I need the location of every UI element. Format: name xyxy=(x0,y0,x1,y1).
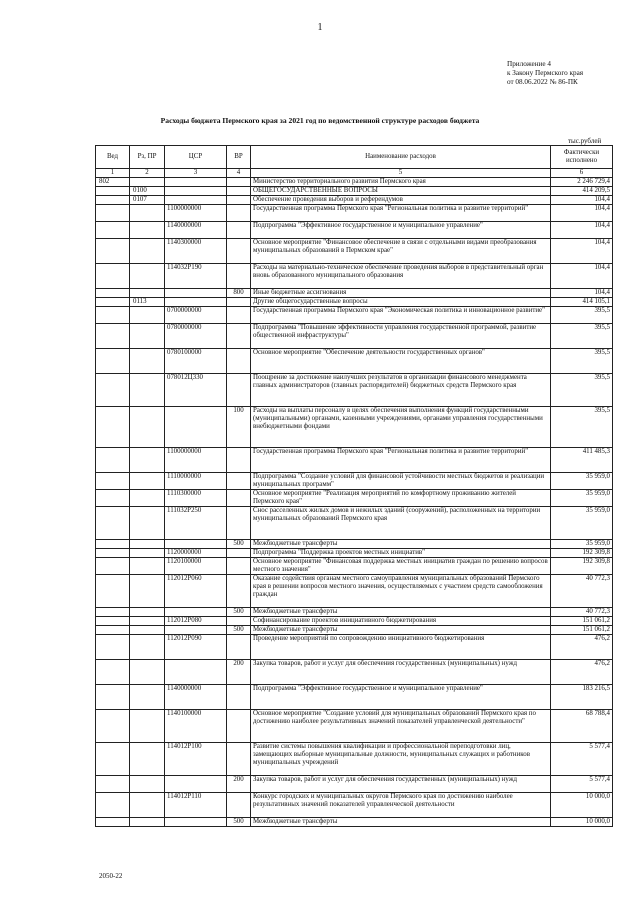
table-row xyxy=(96,324,613,349)
table-row xyxy=(96,374,613,407)
row-rz-pr xyxy=(130,178,165,187)
row-csr: 1140100000 xyxy=(165,710,227,743)
row-rz-pr xyxy=(130,575,165,608)
row-rz-pr xyxy=(130,264,165,289)
row-amount: 5 577,4 xyxy=(551,776,613,793)
row-ved xyxy=(96,349,130,374)
row-name: Проведение мероприятий по сопровождению инициативного бюджетирования xyxy=(251,635,551,660)
row-ved xyxy=(96,743,130,776)
row-amount: 414 105,1 xyxy=(551,298,613,307)
row-vr xyxy=(227,307,251,324)
row-csr xyxy=(165,776,227,793)
row-amount: 104,4 xyxy=(551,222,613,239)
row-amount: 192 309,8 xyxy=(551,549,613,558)
appendix-line-3: от 08.06.2022 № 86-ПК xyxy=(507,78,578,86)
row-name: Межбюджетные трансферты xyxy=(251,626,551,635)
row-vr: 200 xyxy=(227,776,251,793)
table-row xyxy=(96,298,613,307)
row-ved xyxy=(96,558,130,575)
row-name: Расходы на материально-техническое обеспечение проведения выборов в представительный орган вновь образованного муниципального образования xyxy=(251,264,551,289)
row-csr xyxy=(165,818,227,827)
row-ved xyxy=(96,298,130,307)
row-rz-pr xyxy=(130,289,165,298)
header-vr: ВР xyxy=(227,146,251,169)
row-ved xyxy=(96,710,130,743)
row-ved xyxy=(96,374,130,407)
row-csr: 112012Р090 xyxy=(165,635,227,660)
row-vr xyxy=(227,239,251,264)
row-rz-pr xyxy=(130,818,165,827)
table-header-row xyxy=(96,146,613,169)
row-csr xyxy=(165,187,227,196)
table-row xyxy=(96,793,613,818)
row-csr xyxy=(165,540,227,549)
header-csr: ЦСР xyxy=(165,146,227,169)
row-csr xyxy=(165,626,227,635)
table-row xyxy=(96,743,613,776)
row-name: Софинансирование проектов инициативного бюджетирования xyxy=(251,617,551,626)
row-name: Развитие системы повышения квалификации и профессиональной переподготовки лиц, замещающих выборные муниципальные должности, муниципальных служащих и работников муниципальных учреждений xyxy=(251,743,551,776)
row-csr: 1120000000 xyxy=(165,549,227,558)
header-rz-pr: Рз, ПР xyxy=(130,146,165,169)
row-rz-pr xyxy=(130,374,165,407)
row-csr: 0780000000 xyxy=(165,324,227,349)
row-vr xyxy=(227,349,251,374)
row-ved xyxy=(96,264,130,289)
row-name: Другие общегосударственные вопросы xyxy=(251,298,551,307)
row-name: Подпрограмма "Эффективное государственное и муниципальное управление" xyxy=(251,685,551,710)
header-name: Наименование расходов xyxy=(251,146,551,169)
row-vr xyxy=(227,558,251,575)
table-row xyxy=(96,617,613,626)
row-name: ОБЩЕГОСУДАРСТВЕННЫЕ ВОПРОСЫ xyxy=(251,187,551,196)
row-csr xyxy=(165,298,227,307)
row-amount: 35 959,0 xyxy=(551,490,613,507)
row-csr: 078012Ц330 xyxy=(165,374,227,407)
table-row xyxy=(96,196,613,205)
table-row xyxy=(96,626,613,635)
table-row xyxy=(96,818,613,827)
row-ved xyxy=(96,793,130,818)
row-rz-pr: 0107 xyxy=(130,196,165,205)
row-vr xyxy=(227,298,251,307)
row-ved xyxy=(96,540,130,549)
table-row xyxy=(96,222,613,239)
row-amount: 104,4 xyxy=(551,196,613,205)
row-vr xyxy=(227,710,251,743)
row-name: Конкурс городских и муниципальных округов Пермского края по достижению наиболее результативных значений показателей управленческой деятельности xyxy=(251,793,551,818)
row-rz-pr xyxy=(130,549,165,558)
row-name: Иные бюджетные ассигнования xyxy=(251,289,551,298)
row-amount: 35 959,0 xyxy=(551,473,613,490)
footer-code: 2050-22 xyxy=(99,872,123,880)
row-amount: 395,5 xyxy=(551,407,613,448)
row-vr xyxy=(227,793,251,818)
row-vr xyxy=(227,575,251,608)
table-body xyxy=(96,178,613,827)
row-rz-pr xyxy=(130,558,165,575)
row-rz-pr xyxy=(130,608,165,617)
row-vr xyxy=(227,490,251,507)
table-row xyxy=(96,558,613,575)
row-vr: 500 xyxy=(227,818,251,827)
row-ved xyxy=(96,685,130,710)
row-amount: 183 216,5 xyxy=(551,685,613,710)
row-ved xyxy=(96,626,130,635)
row-ved xyxy=(96,776,130,793)
row-amount: 151 061,2 xyxy=(551,617,613,626)
row-rz-pr xyxy=(130,626,165,635)
row-rz-pr xyxy=(130,793,165,818)
row-rz-pr xyxy=(130,205,165,222)
row-ved xyxy=(96,617,130,626)
row-csr: 112012Р060 xyxy=(165,575,227,608)
table-row xyxy=(96,685,613,710)
row-name: Межбюджетные трансферты xyxy=(251,608,551,617)
row-amount: 395,5 xyxy=(551,324,613,349)
table-row xyxy=(96,448,613,473)
row-amount: 395,5 xyxy=(551,307,613,324)
row-csr xyxy=(165,608,227,617)
row-vr xyxy=(227,507,251,540)
row-amount: 395,5 xyxy=(551,349,613,374)
row-name: Закупка товаров, работ и услуг для обеспечения государственных (муниципальных) нужд xyxy=(251,660,551,685)
table-row xyxy=(96,307,613,324)
row-ved xyxy=(96,307,130,324)
row-vr xyxy=(227,549,251,558)
row-amount: 40 772,3 xyxy=(551,575,613,608)
row-vr xyxy=(227,324,251,349)
column-number: 1 xyxy=(96,169,130,178)
table-row xyxy=(96,660,613,685)
row-rz-pr xyxy=(130,617,165,626)
appendix-line-1: Приложение 4 xyxy=(507,60,551,68)
row-csr: 1100000000 xyxy=(165,448,227,473)
row-name: Межбюджетные трансферты xyxy=(251,818,551,827)
row-rz-pr xyxy=(130,490,165,507)
row-vr: 200 xyxy=(227,660,251,685)
page-number: 1 xyxy=(317,22,323,33)
row-vr xyxy=(227,178,251,187)
row-ved xyxy=(96,507,130,540)
row-name: Поощрение за достижение наилучших результатов в организации финансового менеджмента главных администраторов (главных распорядителей) бюджетных средств Пермского края xyxy=(251,374,551,407)
row-csr: 0780100000 xyxy=(165,349,227,374)
row-csr: 1110300000 xyxy=(165,490,227,507)
row-csr xyxy=(165,289,227,298)
table-row xyxy=(96,507,613,540)
table-row xyxy=(96,575,613,608)
row-vr xyxy=(227,222,251,239)
table-row xyxy=(96,710,613,743)
row-csr: 112012Р080 xyxy=(165,617,227,626)
row-ved xyxy=(96,473,130,490)
row-rz-pr xyxy=(130,635,165,660)
row-csr: 1100000000 xyxy=(165,205,227,222)
header-amount: Фактически исполнено xyxy=(551,146,613,169)
table-row xyxy=(96,473,613,490)
row-vr xyxy=(227,635,251,660)
row-ved xyxy=(96,196,130,205)
row-csr xyxy=(165,407,227,448)
row-vr xyxy=(227,743,251,776)
table-row xyxy=(96,635,613,660)
row-vr: 500 xyxy=(227,608,251,617)
row-vr: 800 xyxy=(227,289,251,298)
row-ved xyxy=(96,407,130,448)
row-amount: 414 209,5 xyxy=(551,187,613,196)
row-csr: 1140300000 xyxy=(165,239,227,264)
row-amount: 35 959,0 xyxy=(551,540,613,549)
row-name: Обеспечение проведения выборов и референдумов xyxy=(251,196,551,205)
column-number: 5 xyxy=(251,169,551,178)
table-row xyxy=(96,549,613,558)
row-csr: 114032Р190 xyxy=(165,264,227,289)
row-name: Подпрограмма "Эффективное государственное и муниципальное управление" xyxy=(251,222,551,239)
column-number: 3 xyxy=(165,169,227,178)
document-title: Расходы бюджета Пермского края за 2021 год по ведомственной структуре расходов бюджета xyxy=(160,116,480,125)
table-row xyxy=(96,490,613,507)
table-row xyxy=(96,407,613,448)
column-number: 4 xyxy=(227,169,251,178)
row-ved xyxy=(96,818,130,827)
row-ved xyxy=(96,575,130,608)
row-amount: 2 246 729,4 xyxy=(551,178,613,187)
column-number-row xyxy=(96,169,613,178)
column-number: 2 xyxy=(130,169,165,178)
row-rz-pr xyxy=(130,660,165,685)
row-amount: 104,4 xyxy=(551,289,613,298)
row-name: Государственная программа Пермского края "Региональная политика и развитие территорий" xyxy=(251,205,551,222)
table-row xyxy=(96,178,613,187)
units-label: тыс.рублей xyxy=(568,137,602,145)
row-rz-pr xyxy=(130,222,165,239)
row-ved xyxy=(96,239,130,264)
row-amount: 10 000,0 xyxy=(551,793,613,818)
row-csr xyxy=(165,196,227,205)
row-csr: 114012Р100 xyxy=(165,743,227,776)
row-vr: 500 xyxy=(227,540,251,549)
row-amount: 5 577,4 xyxy=(551,743,613,776)
row-name: Подпрограмма "Поддержка проектов местных инициатив" xyxy=(251,549,551,558)
row-name: Основное мероприятие "Реализация мероприятий по комфортному проживанию жителей Пермского края" xyxy=(251,490,551,507)
table-row xyxy=(96,205,613,222)
table-row xyxy=(96,776,613,793)
row-amount: 104,4 xyxy=(551,264,613,289)
table-row xyxy=(96,608,613,617)
table-row xyxy=(96,540,613,549)
row-rz-pr xyxy=(130,743,165,776)
row-rz-pr xyxy=(130,710,165,743)
row-name: Основное мероприятие "Финансовое обеспечение в связи с отдельными видами преобразования муниципальных образований в Пермском крае" xyxy=(251,239,551,264)
row-vr xyxy=(227,187,251,196)
row-csr xyxy=(165,178,227,187)
table-row xyxy=(96,289,613,298)
row-name: Закупка товаров, работ и услуг для обеспечения государственных (муниципальных) нужд xyxy=(251,776,551,793)
table-row xyxy=(96,187,613,196)
row-csr: 1140000000 xyxy=(165,685,227,710)
row-ved xyxy=(96,608,130,617)
row-rz-pr xyxy=(130,540,165,549)
row-csr: 1120100000 xyxy=(165,558,227,575)
row-ved xyxy=(96,187,130,196)
row-csr: 1110000000 xyxy=(165,473,227,490)
header-ved: Вед xyxy=(96,146,130,169)
row-rz-pr xyxy=(130,685,165,710)
row-ved xyxy=(96,324,130,349)
row-rz-pr xyxy=(130,307,165,324)
row-name: Основное мероприятие "Финансовая поддержка местных инициатив граждан по решению вопросов местного значения" xyxy=(251,558,551,575)
row-name: Подпрограмма "Создание условий для финансовой устойчивости местных бюджетов и реализации муниципальных программ" xyxy=(251,473,551,490)
row-csr: 114012Р110 xyxy=(165,793,227,818)
row-amount: 476,2 xyxy=(551,660,613,685)
row-name: Расходы на выплаты персоналу в целях обеспечения выполнения функций государственными (муниципальными) органами, казенными учреждениями, органами управления государственными внебюджетными фондами xyxy=(251,407,551,448)
row-vr xyxy=(227,374,251,407)
row-vr xyxy=(227,196,251,205)
row-vr xyxy=(227,685,251,710)
row-ved xyxy=(96,222,130,239)
row-ved xyxy=(96,490,130,507)
row-ved xyxy=(96,635,130,660)
appendix-block xyxy=(507,60,583,87)
row-name: Основное мероприятие "Создание условий для муниципальных образований Пермского края по достижению наиболее результативных значений показателей управленческой деятельности" xyxy=(251,710,551,743)
row-amount: 68 788,4 xyxy=(551,710,613,743)
row-csr xyxy=(165,660,227,685)
row-amount: 151 061,2 xyxy=(551,626,613,635)
row-vr xyxy=(227,205,251,222)
row-name: Министерство территориального развития Пермского края xyxy=(251,178,551,187)
row-name: Основное мероприятие "Обеспечение деятельности государственных органов" xyxy=(251,349,551,374)
row-ved xyxy=(96,448,130,473)
row-amount: 35 959,0 xyxy=(551,507,613,540)
row-name: Оказание содействия органам местного самоуправления муниципальных образований Пермского края в решении вопросов местного значения, осуществляемых с участием средств самообложения граждан xyxy=(251,575,551,608)
row-csr: 1140000000 xyxy=(165,222,227,239)
row-amount: 40 772,3 xyxy=(551,608,613,617)
row-amount: 192 309,8 xyxy=(551,558,613,575)
row-ved xyxy=(96,549,130,558)
row-amount: 476,2 xyxy=(551,635,613,660)
row-vr: 500 xyxy=(227,626,251,635)
appendix-line-2: к Закону Пермского края xyxy=(507,69,584,77)
row-vr xyxy=(227,264,251,289)
row-ved xyxy=(96,660,130,685)
budget-table xyxy=(95,145,613,827)
row-rz-pr xyxy=(130,448,165,473)
row-csr: 111032Р250 xyxy=(165,507,227,540)
row-rz-pr xyxy=(130,324,165,349)
row-name: Снос расселенных жилых домов и нежилых зданий (сооружений), расположенных на территории муниципальных образований Пермского края xyxy=(251,507,551,540)
row-rz-pr xyxy=(130,473,165,490)
row-rz-pr xyxy=(130,349,165,374)
row-rz-pr xyxy=(130,507,165,540)
row-name: Государственная программа Пермского края "Региональная политика и развитие территорий" xyxy=(251,448,551,473)
table-row xyxy=(96,349,613,374)
row-ved xyxy=(96,205,130,222)
row-rz-pr xyxy=(130,407,165,448)
row-rz-pr: 0113 xyxy=(130,298,165,307)
row-amount: 104,4 xyxy=(551,239,613,264)
row-vr xyxy=(227,448,251,473)
row-csr: 0700000000 xyxy=(165,307,227,324)
row-vr xyxy=(227,617,251,626)
row-ved: 802 xyxy=(96,178,130,187)
row-ved xyxy=(96,289,130,298)
row-name: Межбюджетные трансферты xyxy=(251,540,551,549)
row-vr: 100 xyxy=(227,407,251,448)
row-amount: 411 485,3 xyxy=(551,448,613,473)
row-name: Подпрограмма "Повышение эффективности управления государственной программой, развитие общественной инфраструктуры" xyxy=(251,324,551,349)
row-rz-pr xyxy=(130,776,165,793)
table-row xyxy=(96,239,613,264)
row-rz-pr xyxy=(130,239,165,264)
row-rz-pr: 0100 xyxy=(130,187,165,196)
table-row xyxy=(96,264,613,289)
row-amount: 10 000,0 xyxy=(551,818,613,827)
row-amount: 395,5 xyxy=(551,374,613,407)
row-amount: 104,4 xyxy=(551,205,613,222)
row-name: Государственная программа Пермского края "Экономическая политика и инновационное развитие" xyxy=(251,307,551,324)
column-number: 6 xyxy=(551,169,613,178)
row-vr xyxy=(227,473,251,490)
